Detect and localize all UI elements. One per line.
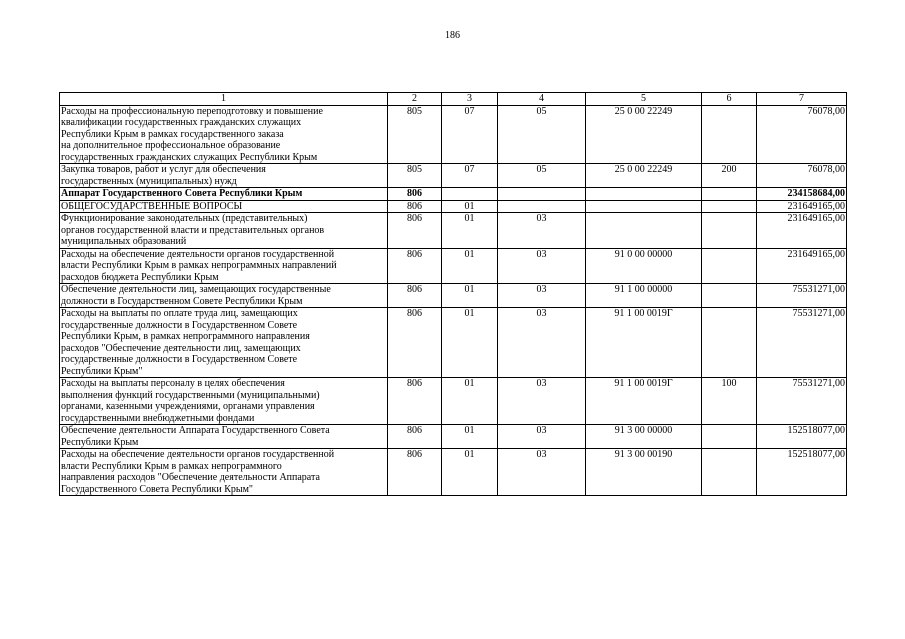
section-code: 01: [442, 449, 498, 496]
ministry-code: 806: [388, 308, 442, 378]
row-name-line: квалификации государственных гражданских служащих: [61, 117, 302, 128]
section-code: 07: [442, 164, 498, 188]
ministry-code: 806: [388, 213, 442, 249]
row-name-line: Расходы на выплаты по оплате труда лиц, замещающих: [61, 308, 298, 319]
ministry-code: 806: [388, 248, 442, 284]
target-article-code: 91 1 00 0019Г: [586, 308, 702, 378]
expense-type-code: [702, 105, 757, 164]
row-name: [60, 213, 388, 249]
row-name: [60, 308, 388, 378]
row-name-line: Республики Крым": [61, 365, 143, 377]
subsection-code: 03: [498, 425, 586, 449]
row-name: [60, 449, 388, 496]
row-name-line: на дополнительное профессиональное образование: [61, 140, 281, 151]
row-name: [60, 200, 388, 213]
expense-type-code: [702, 284, 757, 308]
table-row: [60, 248, 847, 284]
row-name-line: Расходы на профессиональную переподготовку и повышение: [61, 105, 323, 117]
table-row: [60, 105, 847, 164]
ministry-code: 805: [388, 164, 442, 188]
header-row: [60, 93, 847, 106]
target-article-code: 91 1 00 0019Г: [586, 378, 702, 425]
column-header: 1: [60, 93, 388, 106]
row-name: [60, 164, 388, 188]
row-name: [60, 105, 388, 164]
row-name-line: Республики Крым, в рамках непрограммного направления: [61, 331, 310, 342]
row-name-line: расходов "Обеспечение деятельности лиц, замещающих: [61, 342, 301, 354]
amount: 152518077,00: [757, 425, 847, 449]
target-article-code: 25 0 00 22249: [586, 105, 702, 164]
expense-type-code: [702, 200, 757, 213]
expense-type-code: [702, 188, 757, 201]
amount: 231649165,00: [757, 200, 847, 213]
row-name-line: Республики Крым: [61, 436, 139, 448]
subsection-code: 03: [498, 378, 586, 425]
row-name-line: государственные должности в Государственном Совете: [61, 319, 298, 331]
row-name-line: Расходы на обеспечение деятельности органов государственной: [61, 248, 335, 260]
row-name-line: Расходы на обеспечение деятельности органов государственной: [61, 449, 335, 460]
target-article-code: [586, 200, 702, 213]
row-name-line: Государственного Совета Республики Крым": [61, 483, 253, 495]
section-code: 07: [442, 105, 498, 164]
amount: 75531271,00: [757, 308, 847, 378]
section-code: 01: [442, 308, 498, 378]
target-article-code: [586, 213, 702, 249]
column-header: 4: [498, 93, 586, 106]
column-header: 3: [442, 93, 498, 106]
expense-type-code: [702, 425, 757, 449]
row-name-line: власти Республики Крым в рамках непрограммных направлений: [61, 260, 337, 271]
expense-type-code: [702, 213, 757, 249]
target-article-code: 91 0 00 00000: [586, 248, 702, 284]
expense-type-code: 200: [702, 164, 757, 188]
amount: 231649165,00: [757, 248, 847, 284]
amount: 76078,00: [757, 105, 847, 164]
amount: 76078,00: [757, 164, 847, 188]
expense-type-code: [702, 308, 757, 378]
row-name-line: Обеспечение деятельности лиц, замещающих государственные: [61, 284, 331, 295]
table-row: [60, 378, 847, 425]
row-name-line: Обеспечение деятельности Аппарата Государственного Совета: [61, 425, 330, 436]
row-name-line: расходов бюджета Республики Крым: [61, 271, 219, 283]
row-name-line: власти Республики Крым в рамках непрограммного: [61, 460, 282, 472]
row-name-line: Расходы на выплаты персоналу в целях обеспечения: [61, 378, 285, 389]
row-name: [60, 188, 388, 201]
column-header: 2: [388, 93, 442, 106]
table-body: [60, 105, 847, 496]
budget-table: [59, 92, 847, 496]
subsection-code: 03: [498, 248, 586, 284]
subsection-code: 03: [498, 284, 586, 308]
ministry-code: 806: [388, 425, 442, 449]
row-name-line: государственных (муниципальных) нужд: [61, 175, 237, 187]
subsection-code: 03: [498, 308, 586, 378]
subsection-code: 05: [498, 164, 586, 188]
ministry-code: 806: [388, 284, 442, 308]
amount: 231649165,00: [757, 213, 847, 249]
row-name: [60, 284, 388, 308]
row-name-line: государственные должности в Государственном Совете: [61, 354, 298, 365]
section-code: [442, 188, 498, 201]
target-article-code: 91 1 00 00000: [586, 284, 702, 308]
row-name-line: государственными внебюджетными фондами: [61, 412, 255, 424]
amount: 75531271,00: [757, 378, 847, 425]
column-header: 7: [757, 93, 847, 106]
column-header: 6: [702, 93, 757, 106]
ministry-code: 805: [388, 105, 442, 164]
amount: 75531271,00: [757, 284, 847, 308]
column-header: 5: [586, 93, 702, 106]
table-row: [60, 200, 847, 213]
target-article-code: 25 0 00 22249: [586, 164, 702, 188]
expense-type-code: 100: [702, 378, 757, 425]
row-name-line: ОБЩЕГОСУДАРСТВЕННЫЕ ВОПРОСЫ: [61, 200, 243, 212]
section-code: 01: [442, 378, 498, 425]
target-article-code: 91 3 00 00190: [586, 449, 702, 496]
amount: 152518077,00: [757, 449, 847, 496]
table-row: [60, 213, 847, 249]
table-row: [60, 425, 847, 449]
page-number: 186: [445, 30, 460, 41]
ministry-code: 806: [388, 200, 442, 213]
subsection-code: [498, 188, 586, 201]
section-code: 01: [442, 425, 498, 449]
subsection-code: 03: [498, 213, 586, 249]
amount: 234158684,00: [757, 188, 847, 201]
row-name-line: Республики Крым в рамках государственного заказа: [61, 128, 284, 140]
expense-type-code: [702, 248, 757, 284]
row-name: [60, 248, 388, 284]
section-code: 01: [442, 200, 498, 213]
row-name: [60, 378, 388, 425]
table-row: [60, 188, 847, 201]
table-row: [60, 449, 847, 496]
subsection-code: [498, 200, 586, 213]
row-name-line: Аппарат Государственного Совета Республики Крым: [61, 188, 303, 199]
ministry-code: 806: [388, 449, 442, 496]
row-name-line: выполнения функций государственными (муниципальными): [61, 389, 320, 401]
target-article-code: [586, 188, 702, 201]
subsection-code: 03: [498, 449, 586, 496]
table-row: [60, 164, 847, 188]
row-name-line: Закупка товаров, работ и услуг для обеспечения: [61, 164, 266, 175]
row-name-line: муниципальных образований: [61, 236, 187, 247]
table-row: [60, 284, 847, 308]
section-code: 01: [442, 248, 498, 284]
row-name-line: органов государственной власти и представительных органов: [61, 224, 325, 236]
row-name-line: государственных гражданских служащих Республики Крым: [61, 151, 318, 163]
row-name-line: Функционирование законодательных (представительных): [61, 213, 308, 224]
row-name-line: направления расходов "Обеспечение деятельности Аппарата: [61, 472, 320, 483]
section-code: 01: [442, 284, 498, 308]
row-name-line: должности в Государственном Совете Республики Крым: [61, 295, 303, 307]
ministry-code: 806: [388, 378, 442, 425]
target-article-code: 91 3 00 00000: [586, 425, 702, 449]
section-code: 01: [442, 213, 498, 249]
ministry-code: 806: [388, 188, 442, 201]
subsection-code: 05: [498, 105, 586, 164]
table-row: [60, 308, 847, 378]
row-name-line: органами, казенными учреждениями, органами управления: [61, 401, 315, 412]
row-name: [60, 425, 388, 449]
expense-type-code: [702, 449, 757, 496]
